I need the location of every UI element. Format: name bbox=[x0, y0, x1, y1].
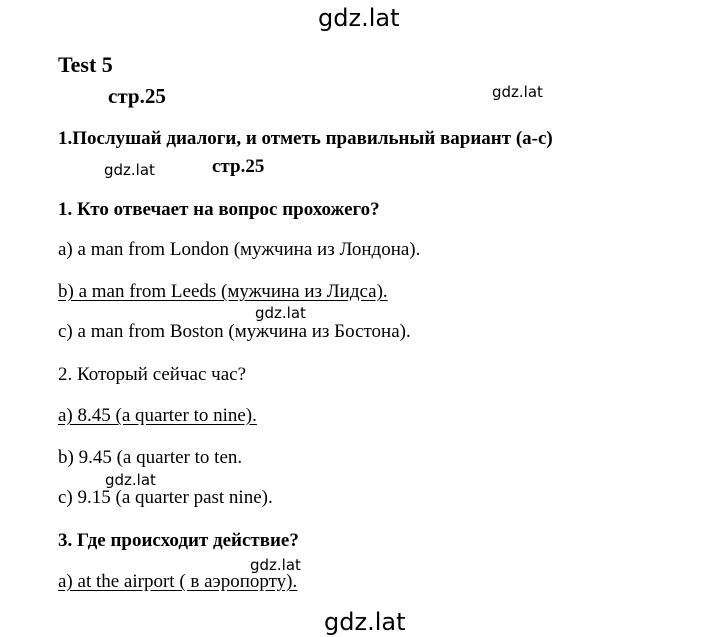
watermark: gdz.lat bbox=[104, 161, 155, 179]
test-title: Test 5 bbox=[58, 52, 113, 77]
q1-option-b-correct: b) a man from Leeds (мужчина из Лидса). bbox=[58, 281, 388, 302]
question-2: 2. Который сейчас час? bbox=[58, 364, 247, 385]
q2-option-c: c) 9.15 (a quarter past nine). bbox=[58, 487, 273, 508]
q3-option-a-correct: a) at the airport ( в аэропорту). bbox=[58, 571, 298, 592]
task-instruction: 1.Послушай диалоги, и отметь правильный вариант (a-c) bbox=[58, 128, 553, 149]
watermark: gdz.lat bbox=[105, 471, 156, 489]
watermark-top: gdz.lat bbox=[318, 4, 400, 32]
q1-option-a: a) a man from London (мужчина из Лондона). bbox=[58, 239, 421, 260]
watermark: gdz.lat bbox=[255, 304, 306, 322]
q1-option-c: c) a man from Boston (мужчина из Бостона). bbox=[58, 321, 411, 342]
watermark: gdz.lat bbox=[250, 556, 301, 574]
question-1: 1. Кто отвечает на вопрос прохожего? bbox=[58, 199, 380, 220]
page-number: стр.25 bbox=[108, 84, 166, 108]
q2-option-a-correct: a) 8.45 (a quarter to nine). bbox=[58, 405, 257, 426]
q2-option-b: b) 9.45 (a quarter to ten. bbox=[58, 447, 243, 468]
watermark: gdz.lat bbox=[492, 83, 543, 101]
watermark-bottom: gdz.lat bbox=[324, 608, 406, 636]
task-page-number: стр.25 bbox=[212, 156, 265, 177]
question-3: 3. Где происходит действие? bbox=[58, 530, 299, 551]
